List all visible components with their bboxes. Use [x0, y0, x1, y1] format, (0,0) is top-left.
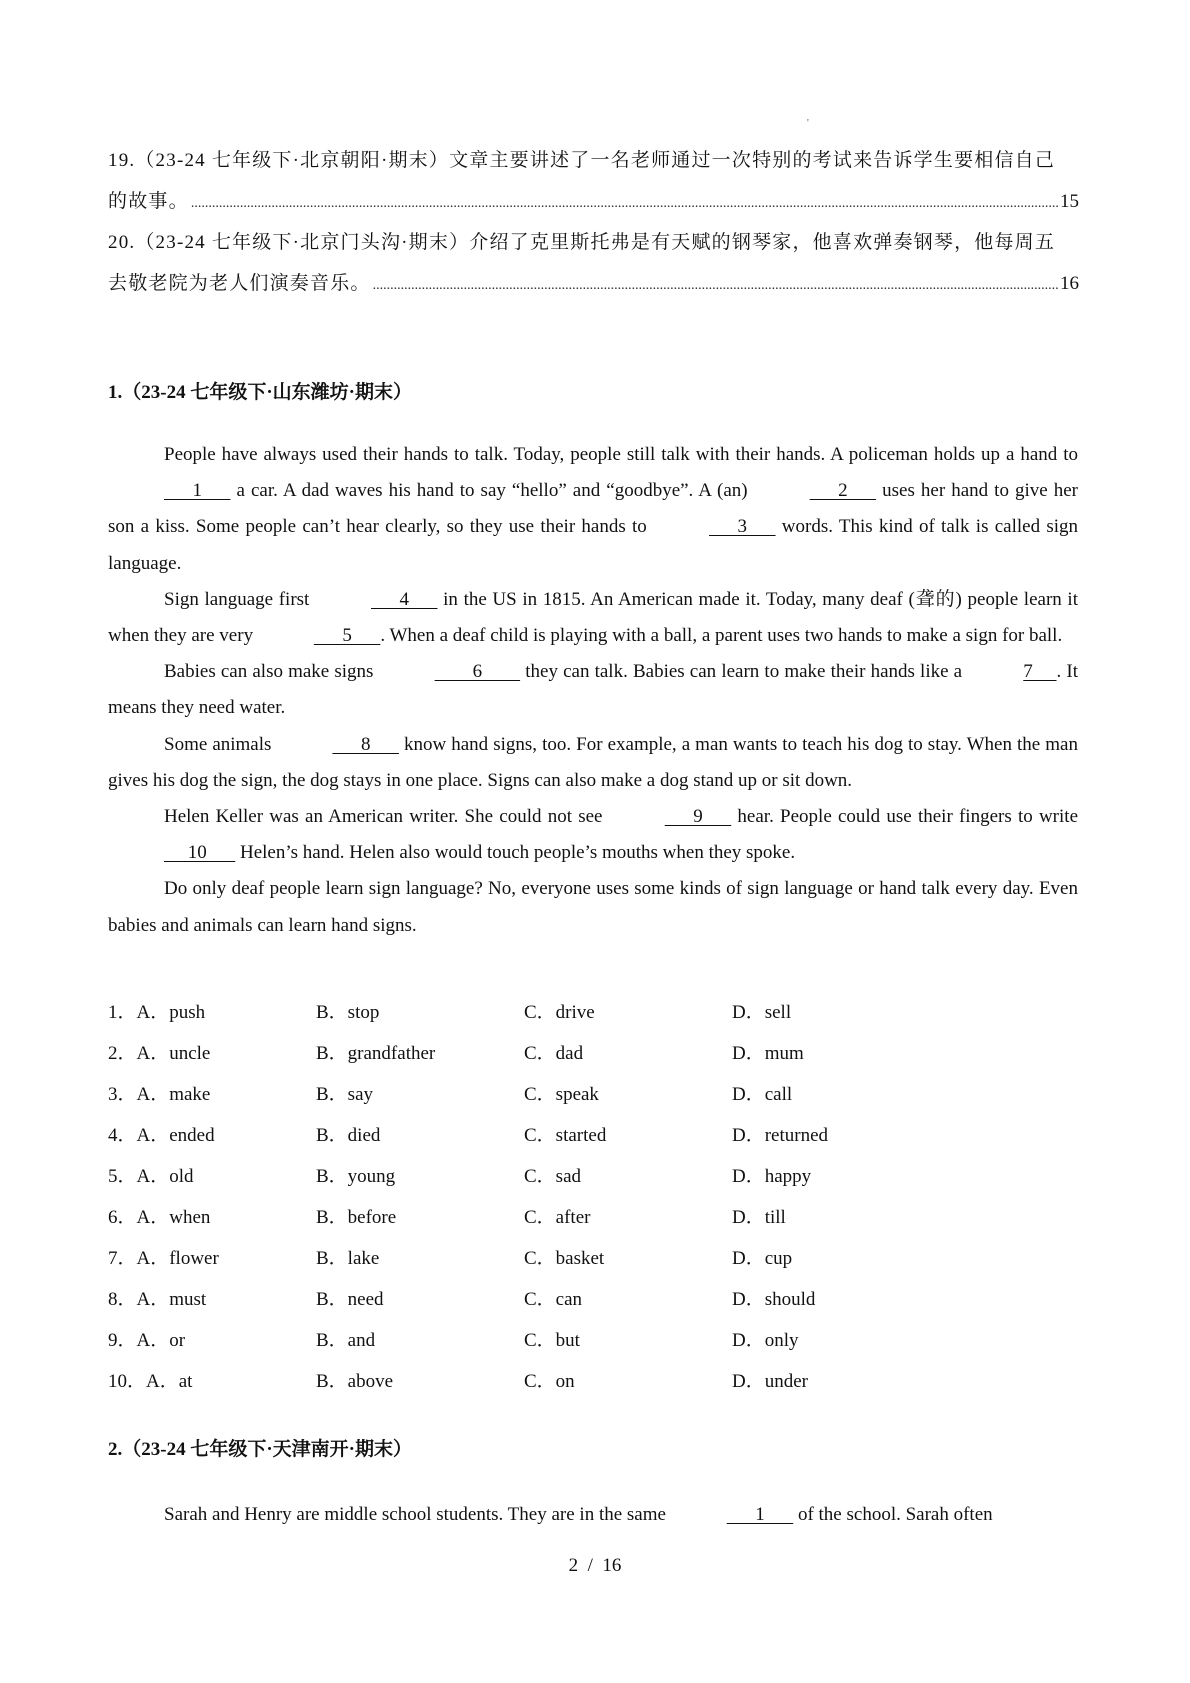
question-number-option-a[interactable]: 3．A．make	[108, 1084, 211, 1105]
option-d[interactable]: D．only	[732, 1330, 799, 1351]
option-c[interactable]: C．basket	[524, 1248, 605, 1269]
question-number-option-a[interactable]: 4．A．ended	[108, 1125, 215, 1146]
answer-blank[interactable]: 9	[664, 806, 732, 828]
passage-paragraph: Some animals 8 know hand signs, too. For example, a man wants to teach his dog to stay. When the man gives his dog the sign, the dog stays in one place. Signs can also make a dog stand up or sit down.	[108, 727, 1078, 799]
toc-text: 20.（23-24 七年级下·北京门头沟·期末）介绍了克里斯托弗是有天赋的钢琴家，他喜欢弹奏钢琴，他每周五	[108, 232, 1056, 253]
option-b[interactable]: B．before	[316, 1207, 397, 1228]
option-b[interactable]: B．grandfather	[316, 1043, 436, 1064]
option-c[interactable]: C．drive	[524, 1002, 595, 1023]
answer-blank[interactable]: 7	[1023, 661, 1057, 683]
option-b[interactable]: B．lake	[316, 1248, 380, 1269]
answer-blank[interactable]: 10	[164, 842, 236, 864]
question-number-option-a[interactable]: 9．A．or	[108, 1330, 186, 1351]
question-number-option-a[interactable]: 8．A．must	[108, 1289, 207, 1310]
option-c[interactable]: C．dad	[524, 1043, 584, 1064]
option-c[interactable]: C．but	[524, 1330, 580, 1351]
question-heading: 1.（23-24 七年级下·山东潍坊·期末）	[108, 382, 413, 403]
answer-blank[interactable]: 2	[809, 480, 877, 502]
answer-blank[interactable]: 5	[313, 625, 381, 647]
option-b[interactable]: B．stop	[316, 1002, 380, 1023]
option-b[interactable]: B．say	[316, 1084, 374, 1105]
page-number: 2	[568, 1555, 579, 1576]
passage-paragraph: Sarah and Henry are middle school students. They are in the same 1 of the school. Sarah often	[108, 1497, 1078, 1533]
answer-blank[interactable]: 1	[164, 480, 231, 502]
answer-blank[interactable]: 4	[370, 588, 438, 610]
passage-paragraph: People have always used their hands to talk. Today, people still talk with their hands. A policeman holds up a hand to 1 a car. A dad waves his hand to say “hello” and “goodbye”. A (an) 2 uses her hand to give her son a kiss. Some people can’t hear clearly, so they use their hands to 3 words. This kind of talk is called sign language.	[108, 444, 1078, 574]
question-number-option-a[interactable]: 1．A．push	[108, 1002, 206, 1023]
question-number-option-a[interactable]: 7．A．flower	[108, 1248, 219, 1269]
option-b[interactable]: B．and	[316, 1330, 376, 1351]
question-number-option-a[interactable]: 2．A．uncle	[108, 1043, 211, 1064]
answer-blank[interactable]: 3	[709, 516, 776, 538]
toc-text: 19.（23-24 七年级下·北京朝阳·期末）文章主要讲述了一名老师通过一次特别的考试来告诉学生要相信自己	[108, 150, 1056, 171]
answer-blank[interactable]: 6	[434, 661, 521, 683]
page-total: 16	[602, 1555, 622, 1576]
question-heading: 2.（23-24 七年级下·天津南开·期末）	[108, 1439, 413, 1460]
question-number-option-a[interactable]: 6．A．when	[108, 1207, 211, 1228]
option-b[interactable]: B．died	[316, 1125, 381, 1146]
option-c[interactable]: C．on	[524, 1371, 575, 1392]
cloze-passage	[108, 1497, 1078, 1533]
option-d[interactable]: D．call	[732, 1084, 793, 1105]
option-d[interactable]: D．should	[732, 1289, 816, 1310]
option-d[interactable]: D．under	[732, 1371, 808, 1392]
option-d[interactable]: D．cup	[732, 1248, 793, 1269]
question-number-option-a[interactable]: 10．A．at	[108, 1371, 193, 1392]
option-d[interactable]: D．happy	[732, 1166, 812, 1187]
toc-text: 去敬老院为老人们演奏音乐。	[108, 273, 371, 294]
toc-page-number: 16	[1060, 273, 1079, 294]
answer-blank[interactable]: 1	[726, 1504, 794, 1525]
option-d[interactable]: D．sell	[732, 1002, 792, 1023]
toc-leader	[373, 265, 1058, 306]
toc-entry-19[interactable]	[108, 140, 1079, 222]
option-d[interactable]: D．till	[732, 1207, 786, 1228]
passage-paragraph: Helen Keller was an American writer. She could not see 9 hear. People could use their fingers to write 10 Helen’s hand. Helen also would touch people’s mouths when they spoke.	[108, 799, 1078, 871]
cloze-passage	[108, 437, 1078, 944]
passage-paragraph: Sign language first 4 in the US in 1815. An American made it. Today, many deaf (聋的) people learn it when they are very 5 . When a deaf child is playing with a ball, a parent uses two hands to make a sign for ball.	[108, 582, 1078, 654]
option-c[interactable]: C．started	[524, 1125, 607, 1146]
page-footer	[0, 1555, 1190, 1577]
toc-page-number: 15	[1060, 191, 1079, 212]
option-d[interactable]: D．returned	[732, 1125, 829, 1146]
option-c[interactable]: C．after	[524, 1207, 591, 1228]
option-b[interactable]: B．above	[316, 1371, 394, 1392]
option-d[interactable]: D．mum	[732, 1043, 804, 1064]
toc-entry-20[interactable]	[108, 222, 1079, 304]
option-b[interactable]: B．young	[316, 1166, 396, 1187]
decorative-dot: '	[807, 118, 809, 129]
page-separator: /	[587, 1555, 593, 1576]
question-number-option-a[interactable]: 5．A．old	[108, 1166, 194, 1187]
toc-leader	[191, 183, 1058, 224]
passage-paragraph: Babies can also make signs 6 they can talk. Babies can learn to make their hands like a 7 . It means they need water.	[108, 654, 1078, 726]
passage-paragraph: Do only deaf people learn sign language? No, everyone uses some kinds of sign language or hand talk every day. Even babies and animals can learn hand signs.	[108, 878, 1078, 936]
toc-text: 的故事。	[108, 191, 189, 212]
option-c[interactable]: C．can	[524, 1289, 583, 1310]
option-c[interactable]: C．sad	[524, 1166, 582, 1187]
answer-blank[interactable]: 8	[332, 733, 399, 755]
option-c[interactable]: C．speak	[524, 1084, 599, 1105]
option-b[interactable]: B．need	[316, 1289, 384, 1310]
